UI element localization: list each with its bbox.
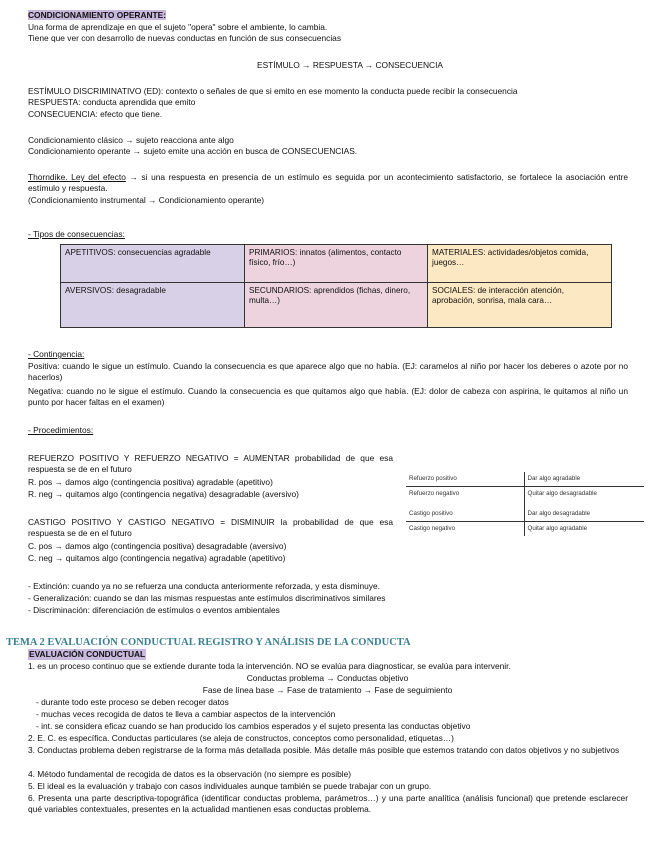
ed-definition: ESTÍMULO DISCRIMINATIVO (ED): contexto o señales de que si emito en ese momento la conducta puede recibir la consecuencia	[28, 86, 518, 96]
ref-row-4	[406, 522, 644, 537]
ref-cell: Quitar algo agradable	[527, 525, 588, 533]
instrumental-line: (Condicionamiento instrumental → Condicionamiento operante)	[28, 195, 265, 205]
formula-line: ESTÍMULO → RESPUESTA → CONSECUENCIA	[257, 60, 443, 70]
ref-cell: Quitar algo desagradable	[527, 490, 597, 498]
point-2: 2. E. C. es específica. Conductas particulares (se aleja de constructos, conceptos como personalidad, etiquetas…)	[28, 733, 454, 743]
ref-cell: Refuerzo negativo	[406, 487, 524, 502]
types-label	[28, 229, 125, 240]
consequence-definition: CONSECUENCIA: efecto que tiene.	[28, 109, 163, 119]
reinforcement-negative: R. neg → quitamos algo (contingencia negativa) desagradable (aversivo)	[28, 489, 299, 499]
definition-line-2: Tiene que ver con desarrollo de nuevas conductas en función de sus consecuencias	[28, 33, 342, 43]
evaluation-subheading: EVALUACIÓN CONDUCTUAL	[29, 649, 146, 659]
ref-row-1	[406, 472, 644, 487]
reinforcement-title: REFUERZO POSITIVO Y REFUERZO NEGATIVO = AUMENTAR probabilidad de que esa respuesta se de en el futuro	[28, 453, 393, 474]
ref-cell: Refuerzo positivo	[406, 472, 524, 487]
bullet-1: - durante todo este proceso se deben recoger datos	[36, 697, 229, 707]
cell-appetitive: APETITIVOS: consecuencias agradable	[61, 245, 245, 283]
ref-cell: Castigo negativo	[406, 522, 524, 537]
contingency-negative: Negativa: cuando no le sigue el estímulo. Cuando la consecuencia es que quitamos algo que había. (EJ: dolor de cabeza con aspirina, le quitamos al niño un punto por hacer faltas en el examen)	[28, 386, 628, 407]
discrimination-line: - Discriminación: diferenciación de estímulos o eventos ambientales	[28, 605, 280, 615]
ref-cell: Castigo positivo	[406, 507, 524, 522]
cell-social: SOCIALES: de interacción atención, aprobación, sonrisa, mala cara…	[428, 283, 612, 328]
bullet-2: - muchas veces recogida de datos te lleva a cambiar aspectos de la intervención	[36, 709, 336, 719]
point-3: 3. Conductas problema deben registrarse de la forma más detallada posible. Más detalle más posible que estemos tratando con datos objetivos y no subjetivos	[28, 745, 620, 755]
punishment-title: CASTIGO POSITIVO Y CASTIGO NEGATIVO = DISMINUIR la probabilidad de que esa respuesta se de en el futuro	[28, 517, 393, 538]
point-6: 6. Presenta una parte descriptiva-topográfica (identificar conductas problema, parámetros…) y una parte analítica (análisis funcional) que pretende esclarecer qué variables contextuales, presentes en la actualidad mantienen esas conductas problema.	[28, 793, 628, 814]
ref-cell: Dar algo desagradable	[524, 507, 644, 522]
punishment-positive: C. pos → damos algo (contingencia positiva) desagradable (aversivo)	[28, 541, 287, 551]
ref-cell: Dar algo agradable	[524, 472, 644, 487]
ref-row-3	[406, 507, 644, 522]
thorndike-text: → si una respuesta en presencia de un estímulo es seguida por un acontecimiento satisfactorio, se fortalece la asociación entre estímulo y respuesta.	[28, 172, 628, 193]
consequences-table	[60, 244, 612, 328]
operant-conditioning-line: Condicionamiento operante → sujeto emite una acción en busca de CONSECUENCIAS.	[28, 146, 358, 156]
consequences-row-aversive	[61, 283, 612, 328]
point-1-phases: Fase de línea base → Fase de tratamiento → Fase de seguimiento	[202, 685, 453, 695]
cell-aversive: AVERSIVOS: desagradable	[61, 283, 245, 328]
section-title	[28, 10, 166, 21]
reinforcement-positive: R. pos → damos algo (contingencia positiva) agradable (apetitivo)	[28, 477, 273, 487]
thorndike-paragraph	[28, 172, 628, 194]
contingency-label	[28, 349, 84, 360]
cell-primary: PRIMARIOS: innatos (alimentos, contacto físico, frío…)	[245, 245, 428, 283]
section-title-text: CONDICIONAMIENTO OPERANTE:	[28, 10, 167, 20]
extinction-line: - Extinción: cuando ya no se refuerza una conducta anteriormente reforzada, y esta disminuye.	[28, 581, 380, 591]
point-4: 4. Método fundamental de recogida de datos es la observación (no siempre es posible)	[28, 769, 352, 779]
contingency-positive: Positiva: cuando le sigue un estímulo. Cuando la consecuencia es que aparece algo que no había. (EJ: caramelos al niño por hacer los deberes o azote por no hacerlos)	[28, 361, 628, 382]
ref-row-2	[406, 487, 644, 502]
procedures-label-text: - Procedimientos:	[28, 425, 94, 435]
punishment-negative: C. neg → quitamos algo (contingencia negativa) agradable (apetitivo)	[28, 553, 286, 563]
cell-material: MATERIALES: actividades/objetos comida, juegos…	[428, 245, 612, 283]
point-5: 5. El ideal es la evaluación y trabajo con casos individuales aunque también se puede trabajar con un grupo.	[28, 781, 432, 791]
cell-secondary: SECUNDARIOS: aprendidos (fichas, dinero, multa…)	[245, 283, 428, 328]
point-1-conducts: Conductas problema → Conductas objetivo	[246, 673, 409, 683]
classical-conditioning-line: Condicionamiento clásico → sujeto reacciona ante algo	[28, 135, 234, 145]
point-1: 1. es un proceso continuo que se extiende durante toda la intervención. NO se evalúa para diagnosticar, se evalúa para intervenir.	[28, 661, 511, 671]
tema2-heading: TEMA 2 EVALUACIÓN CONDUCTUAL REGISTRO Y ANÁLISIS DE LA CONDUCTA	[6, 637, 411, 648]
procedures-label	[28, 425, 93, 436]
response-definition: RESPUESTA: conducta aprendida que emito	[28, 97, 196, 107]
generalization-line: - Generalización: cuando se dan las mismas respuestas ante estímulos discriminativos similares	[28, 593, 386, 603]
bullet-3: - int. se considera eficaz cuando se han producido los cambios esperados y el sujeto presenta las conductas objetivo	[36, 721, 471, 731]
reinforcement-summary-table	[406, 472, 644, 536]
thorndike-label: Thorndike. Ley del efecto	[28, 172, 126, 182]
definition-line-1: Una forma de aprendizaje en que el sujeto "opera" sobre el ambiente, lo cambia.	[28, 22, 328, 32]
contingency-label-text: - Contingencia:	[28, 349, 85, 359]
types-label-text: - Tipos de consecuencias:	[28, 229, 125, 239]
consequences-row-appetitive	[61, 245, 612, 283]
